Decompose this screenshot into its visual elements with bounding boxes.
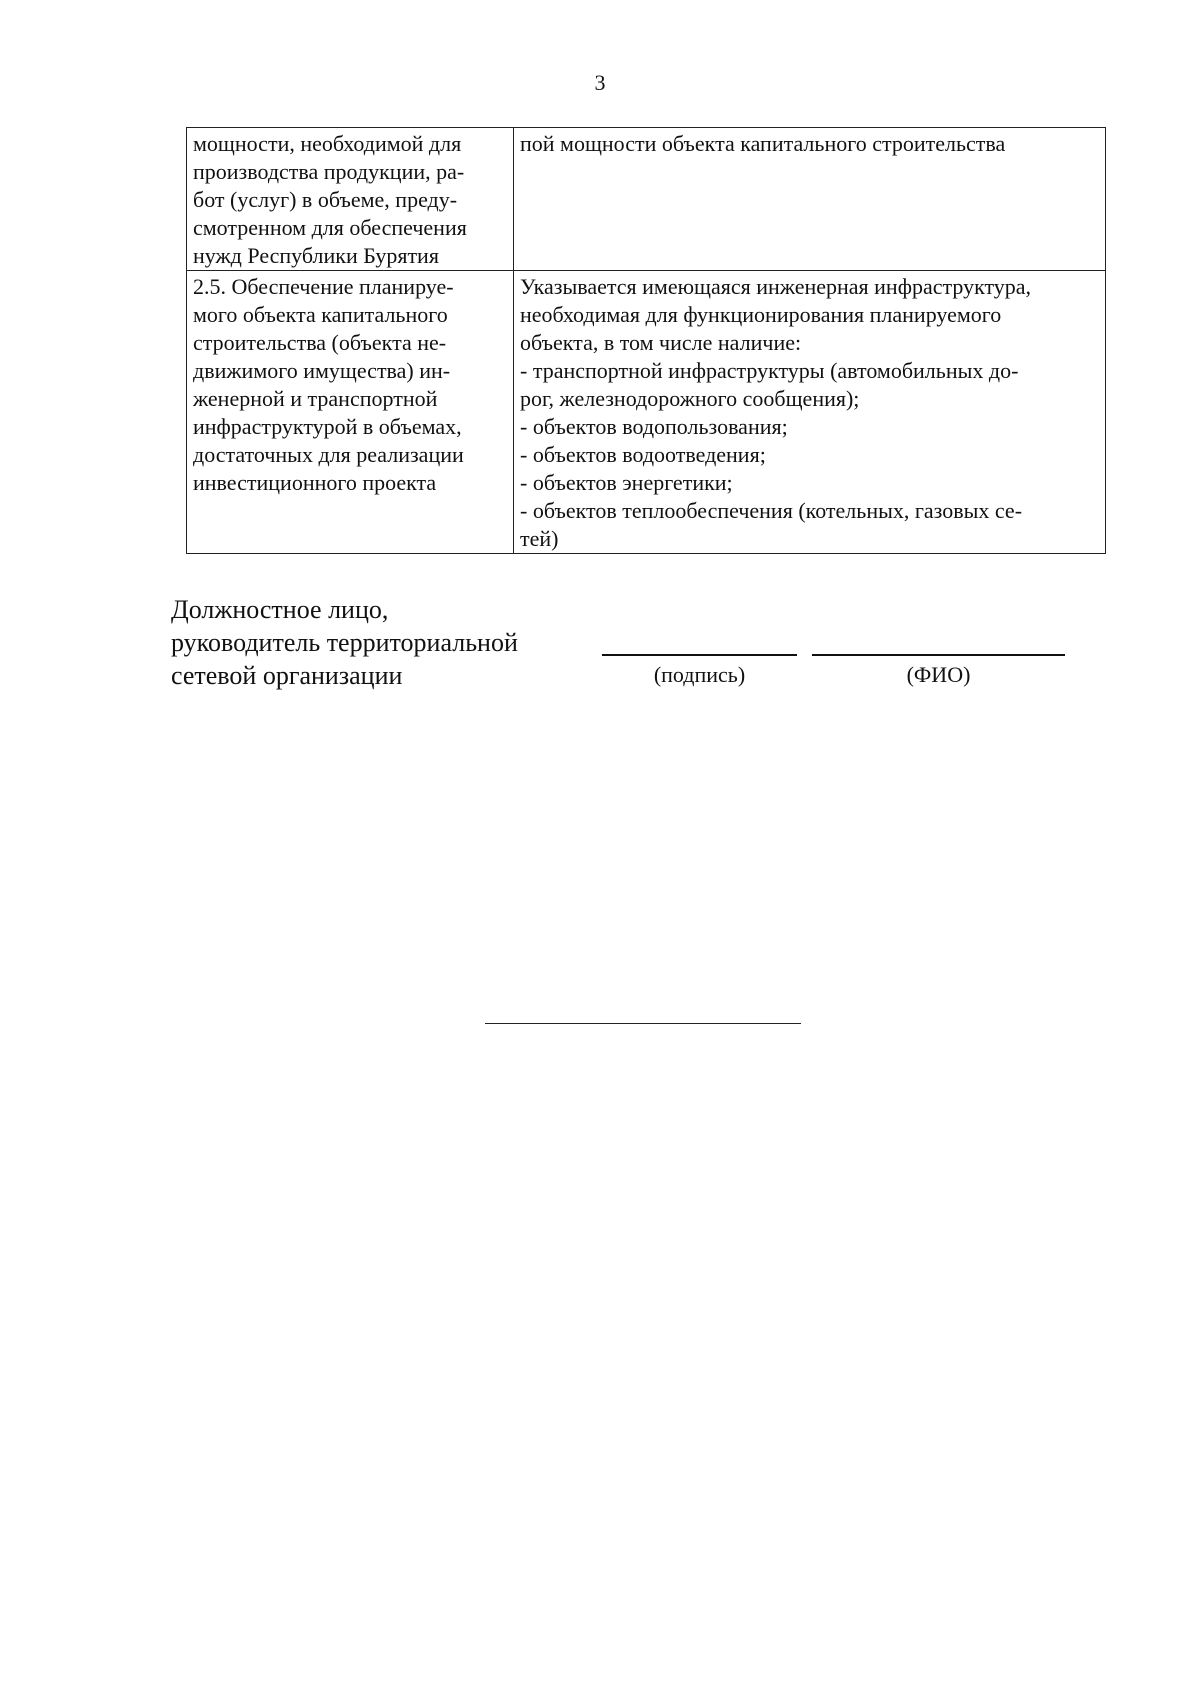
requirements-table xyxy=(186,127,1106,554)
cell-text-line: - объектов водопользования; xyxy=(520,414,788,439)
signatory-title-line: Должностное лицо, xyxy=(171,595,389,624)
name-line xyxy=(812,654,1065,656)
cell-text-line: - объектов теплообеспечения (котельных, газовых се- xyxy=(520,498,1023,523)
cell-text-line: мощности, необходимой для xyxy=(193,131,462,156)
cell-text-line: - объектов энергетики; xyxy=(520,470,733,495)
cell-text-line: объекта, в том числе наличие: xyxy=(520,330,802,355)
cell-text-line: смотренном для обеспечения xyxy=(193,215,467,240)
cell-text-line: строительства (объекта не- xyxy=(193,330,447,355)
page-number: 3 xyxy=(594,70,606,95)
cell-text-line: инвестиционного проекта xyxy=(193,470,437,495)
table-row xyxy=(187,128,1106,271)
cell-text-line: инфраструктурой в объемах, xyxy=(193,414,462,439)
closing-divider xyxy=(485,1023,801,1024)
cell-text-line: 2.5. Обеспечение планируе- xyxy=(193,274,454,299)
cell-text-line: рог, железнодорожного сообщения); xyxy=(520,386,860,411)
cell-text-line: необходимая для функционирования планируемого xyxy=(520,302,1002,327)
signatory-title-line: сетевой организации xyxy=(171,661,403,690)
name-caption: (ФИО) xyxy=(906,662,971,687)
cell-text-line: Указывается имеющаяся инженерная инфраструктура, xyxy=(520,274,1032,299)
table-row xyxy=(187,271,1106,554)
table-cell-description xyxy=(514,271,1106,554)
cell-text-line: нужд Республики Бурятия xyxy=(193,243,439,268)
cell-text-line: производства продукции, ра- xyxy=(193,159,465,184)
cell-text-line: движимого имущества) ин- xyxy=(193,358,451,383)
cell-text-line: пой мощности объекта капитального строительства xyxy=(520,131,1006,156)
table-cell-criterion xyxy=(187,271,514,554)
cell-text-line: достаточных для реализации xyxy=(193,442,464,467)
signatory-title-line: руководитель территориальной xyxy=(171,628,518,657)
signatory-title xyxy=(171,593,518,692)
cell-text-line: женерной и транспортной xyxy=(193,386,438,411)
signature-caption: (подпись) xyxy=(653,662,746,687)
cell-text-line: тей) xyxy=(520,526,559,551)
cell-text-line: - транспортной инфраструктуры (автомобильных до- xyxy=(520,358,1019,383)
table-cell-criterion xyxy=(187,128,514,271)
table-cell-description xyxy=(514,128,1106,271)
signature-line xyxy=(602,654,797,656)
cell-text-line: мого объекта капитального xyxy=(193,302,448,327)
cell-text-line: - объектов водоотведения; xyxy=(520,442,766,467)
cell-text-line: бот (услуг) в объеме, преду- xyxy=(193,187,458,212)
